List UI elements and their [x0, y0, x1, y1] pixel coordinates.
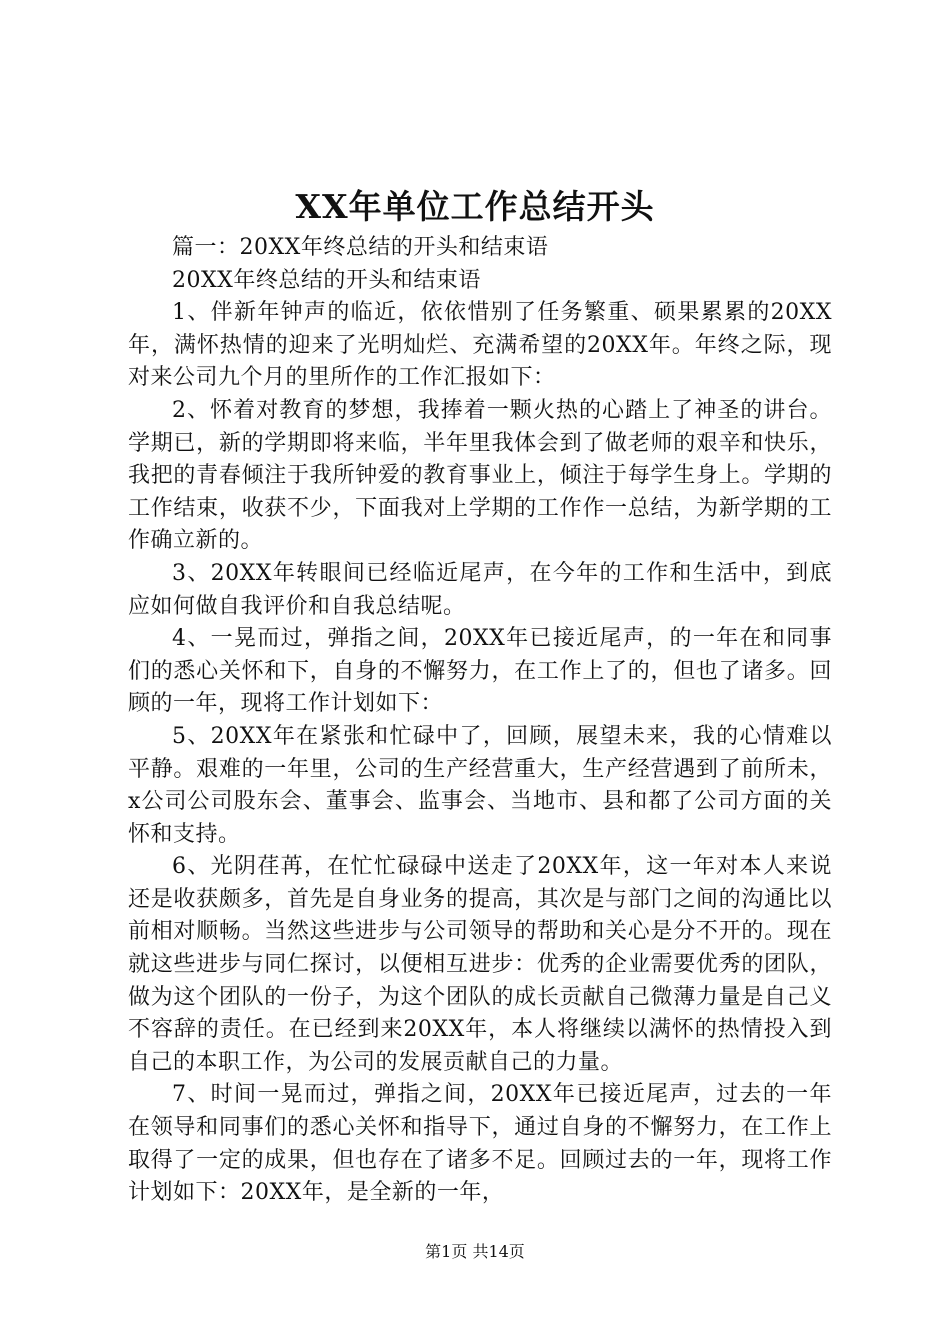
paragraph-item-3: 3、20XX年转眼间已经临近尾声，在今年的工作和生活中，到底应如何做自我评价和自我总结呢。 — [128, 560, 832, 619]
page-footer: 第1页 共14页 — [425, 1242, 525, 1261]
paragraph-item-2: 2、怀着对教育的梦想，我捧着一颗火热的心踏上了神圣的讲台。学期已，新的学期即将来临，半年里我体会到了做老师的艰辛和快乐，我把的青春倾注于我所钟爱的教育事业上，倾注于每学生身上。学期的工作结束，收获不少，下面我对上学期的工作作一总结，为新学期的工作确立新的。 — [128, 397, 832, 554]
paragraph-item-4: 4、一晃而过，弹指之间，20XX年已接近尾声，的一年在和同事们的悉心关怀和下，自身的不懈努力，在工作上了的，但也了诸多。回顾的一年，现将工作计划如下： — [128, 626, 832, 717]
paragraph-section-heading: 篇一：20XX年终总结的开头和结束语 — [172, 235, 549, 260]
document-body — [128, 232, 832, 1210]
paragraph-subheading: 20XX年终总结的开头和结束语 — [172, 267, 481, 293]
paragraph-item-5: 5、20XX年在紧张和忙碌中了，回顾，展望未来，我的心情难以平静。艰难的一年里，公司的生产经营重大，生产经营遇到了前所未，x公司公司股东会、董事会、监事会、当地市、县和都了公司方面的关怀和支持。 — [128, 723, 832, 847]
document-title: XX年单位工作总结开头 — [295, 187, 655, 226]
paragraph-item-1: 1、伴新年钟声的临近，依依惜别了任务繁重、硕果累累的20XX年，满怀热情的迎来了光明灿烂、充满希望的20XX年。年终之际，现对来公司九个月的里所作的工作汇报如下： — [128, 300, 832, 391]
paragraph-item-6: 6、光阴荏苒，在忙忙碌碌中送走了20XX年，这一年对本人来说还是收获颇多，首先是自身业务的提高，其次是与部门之间的沟通比以前相对顺畅。当然这些进步与公司领导的帮助和关心是分不开的。现在就这些进步与同仁探讨，以便相互进步：优秀的企业需要优秀的团队，做为这个团队的一份子，为这个团队的成长贡献自己微薄力量是自己义不容辞的责任。在已经到来20XX年，本人将继续以满怀的热情投入到自己的本职工作，为公司的发展贡献自己的力量。 — [128, 854, 832, 1075]
paragraph-item-7: 7、时间一晃而过，弹指之间，20XX年已接近尾声，过去的一年在领导和同事们的悉心关怀和指导下，通过自身的不懈努力，在工作上取得了一定的成果，但也存在了诸多不足。回顾过去的一年，现将工作计划如下：20XX年，是全新的一年， — [128, 1082, 832, 1206]
